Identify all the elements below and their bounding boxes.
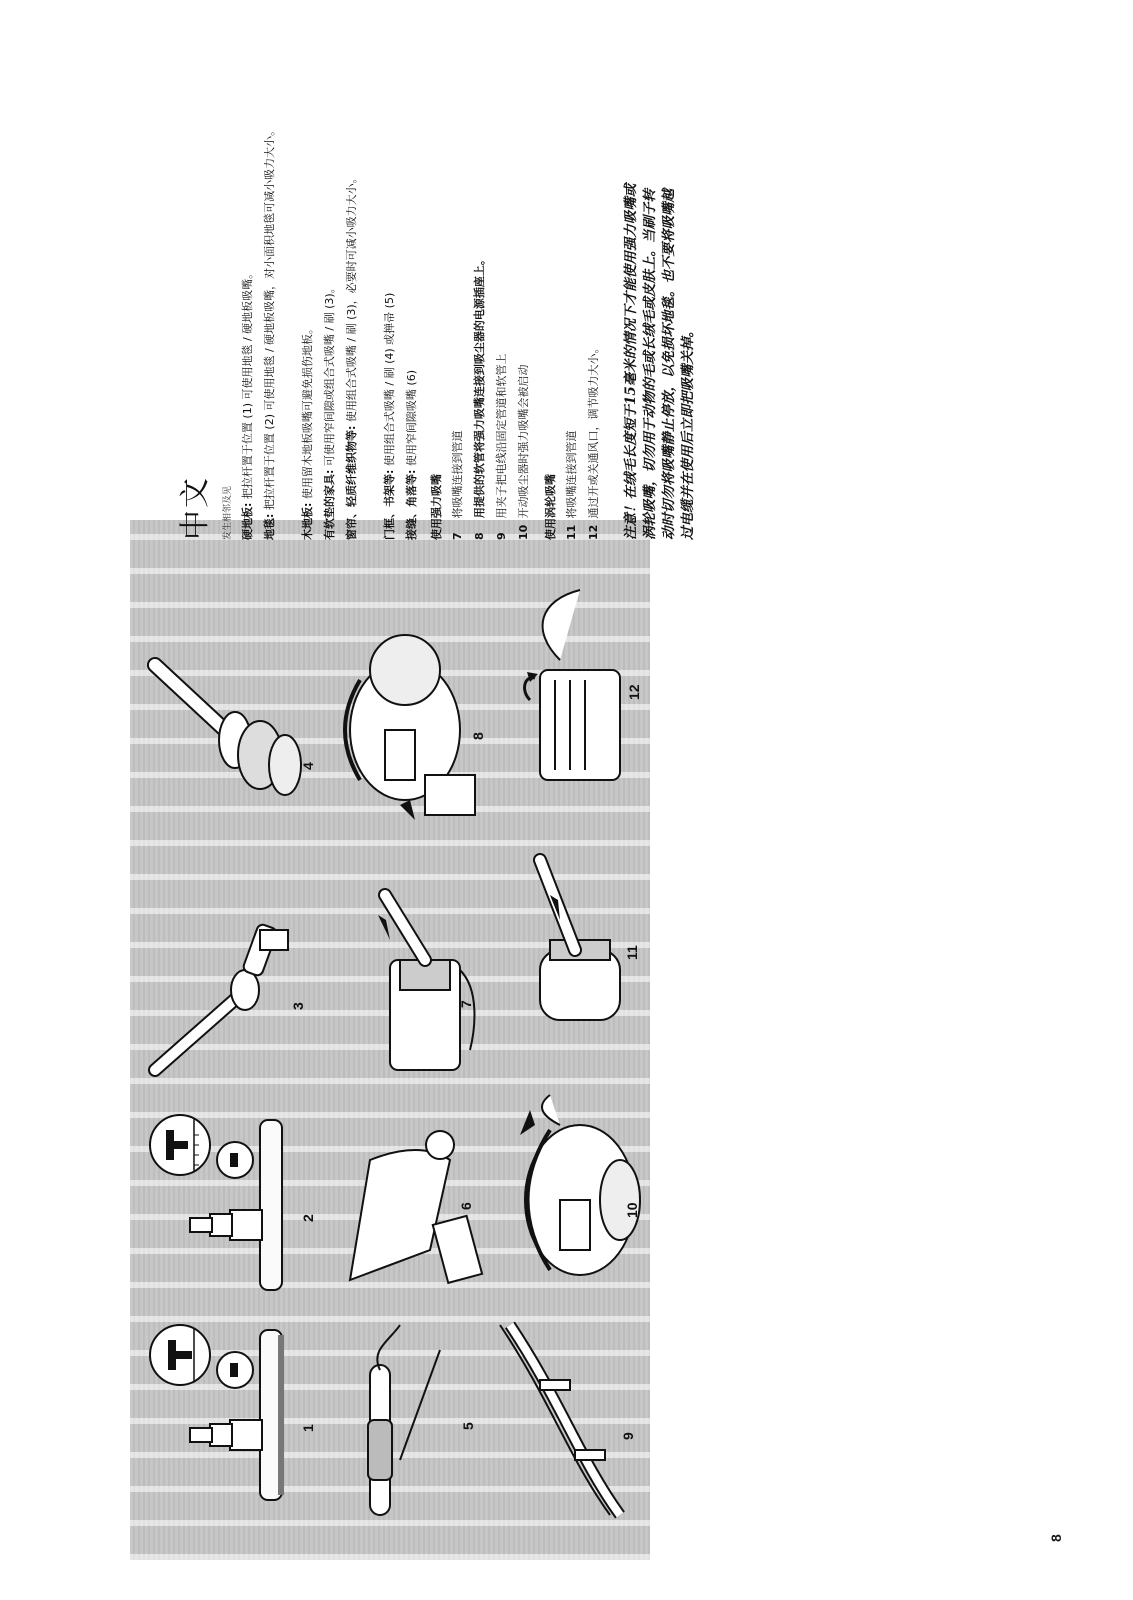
figure-number: 5 [460,1422,476,1430]
power-nozzle-plug-in-icon [330,620,480,840]
figure-number: 3 [290,1002,306,1010]
step-text: 用夹子把电线沿固定管道和软管上 [495,353,508,519]
instruction-label: 地毯: [263,513,276,540]
step-8 [472,20,487,540]
figure-10 [500,1090,640,1310]
step-number: 8 [473,532,486,540]
figure-3 [150,890,306,1090]
figure-12 [500,580,640,800]
instruction-text: 使用窄间隙吸嘴 (6) [405,370,418,467]
instruction-carpet [262,20,277,540]
floor-nozzle-brush-up-icon [150,1320,300,1520]
figure-9 [500,1320,640,1520]
page-subtitle: 发生相邻及见 [223,485,233,540]
step-11 [564,20,579,540]
instruction-label: 接缝、角落等: [405,469,418,540]
step-9 [494,20,509,540]
instruction-label: 窗帘、轻质纤维织物等: [345,425,358,540]
figure-number: 9 [620,1432,636,1440]
figure-number: 7 [458,1000,474,1008]
step-number: 12 [587,524,600,540]
instruction-text: 可使用窄间隙或组合式吸嘴 / 刷 (3)。 [323,282,336,467]
instruction-seams [404,20,419,540]
power-nozzle-attach-icon [330,890,480,1090]
step-text: 将吸嘴连接到管道 [451,430,464,519]
vacuum-switch-on-icon [500,1090,640,1310]
figure-1 [150,1320,316,1520]
page-title: 中文 [178,476,213,540]
figure-7 [330,890,480,1090]
figure-number: 1 [300,1424,316,1432]
section-heading-power-nozzle: 使用强力吸嘴 [430,474,443,540]
figure-8 [330,620,486,840]
instruction-text: 把拉杆置于位置 (2) 可使用地毯 / 硬地板吸嘴，对小面积地毯可减小吸力大小。 [263,124,276,511]
step-number: 9 [495,532,508,540]
step-7 [450,20,465,540]
instruction-label: 木地板: [301,502,314,540]
figure-11 [500,840,640,1040]
turbo-nozzle-attach-icon [500,840,640,1040]
page-number: 8 [1048,1534,1064,1542]
combination-nozzle-brush-icon [150,890,300,1090]
step-12 [586,20,601,540]
illustration-panel [130,520,650,1560]
instruction-label: 门框、书架等: [383,469,396,540]
instruction-hard-floor [240,20,255,540]
step-number: 11 [565,524,578,540]
instruction-curtains [344,20,359,540]
figure-number: 6 [458,1202,474,1210]
instruction-wood-floor [300,20,315,540]
figure-number: 10 [624,1202,640,1218]
instruction-label: 有软垫的家具: [323,469,336,540]
step-number: 10 [517,524,530,540]
figure-number: 12 [626,684,642,700]
figure-number: 4 [300,762,316,770]
figure-4 [150,640,316,840]
figure-number: 2 [300,1214,316,1222]
nozzle-accessories-icon [330,1110,480,1310]
cable-clips-icon [500,1320,640,1520]
instruction-text: 把拉杆置于位置 (1) 可使用地毯 / 硬地板吸嘴。 [241,267,254,500]
figure-2 [150,1110,316,1310]
instruction-doors [382,20,397,540]
step-text: 将吸嘴连接到管道 [565,430,578,519]
figure-number: 11 [624,945,640,960]
floor-nozzle-brush-down-icon [150,1110,300,1310]
crevice-nozzle-on-tube-icon [330,1320,480,1520]
figure-5 [330,1320,480,1520]
instruction-text: 使用组合式吸嘴 / 刷 (3)，必要时可减小吸力大小。 [345,172,358,423]
step-text: 通过开或关通风口，调节吸力大小。 [587,342,600,519]
step-text: 用提供的软管将强力吸嘴连接到吸尘器的电源插座上。 [473,254,486,519]
step-10 [516,20,531,540]
figure-6 [330,1110,480,1310]
instruction-text [170,20,730,540]
section-heading-turbo-nozzle: 使用涡轮吸嘴 [544,474,557,540]
step-number: 7 [451,532,464,540]
figure-number: 8 [470,732,486,740]
instruction-label: 硬地板: [241,502,254,540]
instruction-upholstered [322,20,337,540]
instruction-text: 使用留木地板吸嘴可避免损伤地板。 [301,323,314,500]
dusting-brush-icon [150,640,310,840]
turbo-nozzle-vent-icon [500,580,640,800]
instruction-text: 使用组合式吸嘴 / 刷 (4) 或掸帚 (5) [383,292,396,467]
warning-note: 注意！在绒毛长度短于15毫米的情况下才能使用强力吸嘴或涡轮吸嘴，切勿用于动物的毛或长绒毛或皮肤上。当刷子转动时切勿将吸嘴静止停放，以免损坏地毯。也不要将吸嘴越过电缆并在使用后立即把吸嘴关掉。 [623,183,696,540]
step-text: 开动吸尘器时强力吸嘴会被启动 [517,364,530,519]
